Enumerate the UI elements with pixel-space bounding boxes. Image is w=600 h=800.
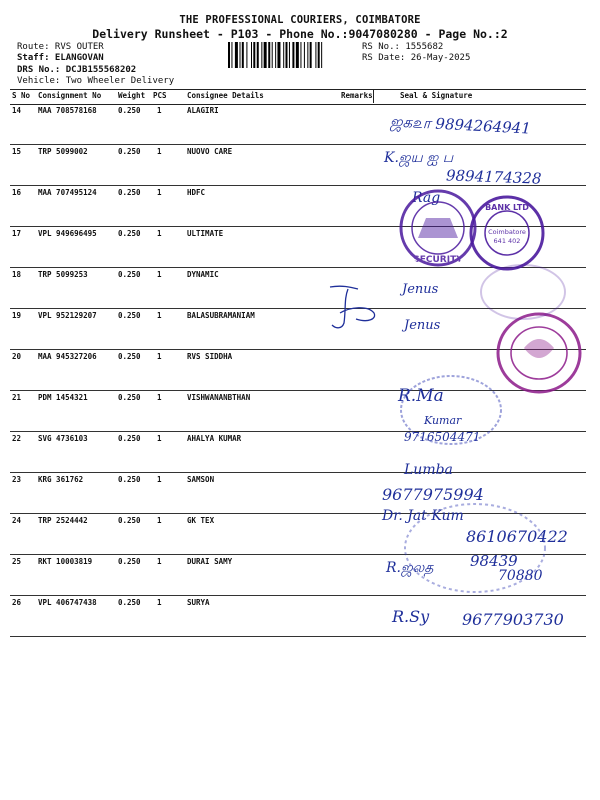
col-consignee: Consignee Details [187,91,264,100]
row-sno: 17 [12,229,22,238]
signature-row26-name: R.Sy [392,607,430,626]
row-consignee: GK TEX [187,516,215,525]
barcode-bar [242,42,244,68]
col-seal-signature: Seal & Signature [400,91,473,100]
barcode-bar [264,42,267,68]
faint-stamp-row24 [400,498,550,598]
row-weight: 0.250 [118,311,141,320]
barcode [228,42,354,68]
phone-row26: 9677903730 [462,610,564,629]
row-pcs: 1 [157,516,162,525]
row-consignment-no: PDM 1454321 [38,393,88,402]
row-pcs: 1 [157,393,162,402]
signature-row22-name: Kumar [424,414,462,427]
row-consignment-no: TRP 5099002 [38,147,88,156]
row-weight: 0.250 [118,352,141,361]
stamp-security-text: SECURITY [413,255,463,265]
row-consignment-no: MAA 708578168 [38,106,97,115]
barcode-bar [235,42,238,68]
signature-row15-name: K.ஜய ஐ ப [384,150,454,166]
company-title: THE PROFESSIONAL COURIERS, COIMBATORE [179,14,421,26]
row-pcs: 1 [157,311,162,320]
row-consignee: SURYA [187,598,210,607]
phone-row15: 9894174328 [445,166,542,188]
row-consignment-no: KRG 361762 [38,475,84,484]
row-consignment-no: VPL 952129207 [38,311,97,320]
row-pcs: 1 [157,598,162,607]
faded-stamp [478,262,568,322]
row-pcs: 1 [157,188,162,197]
phone-row25b: 70880 [498,568,543,584]
row-consignment-no: TRP 5099253 [38,270,88,279]
barcode-bar [272,42,273,68]
bank-stamp-text: BANK LTD [485,203,529,212]
row-consignment-no: MAA 945327206 [38,352,97,361]
scribble: ஜக௨ா [389,112,436,133]
bank-stamp-pin: 641 402 [493,237,521,245]
barcode-bar [246,42,247,68]
row-consignment-no: VPL 949696495 [38,229,97,238]
row-sno: 19 [12,311,22,320]
row-consignment-no: SVG 4736103 [38,434,88,443]
row-sno: 24 [12,516,22,525]
row-sno: 23 [12,475,22,484]
row-weight: 0.250 [118,270,141,279]
signature-row21: R.Ma [398,386,444,406]
barcode-bar [318,42,320,68]
row-sno: 14 [12,106,22,115]
college-stamp [494,310,584,396]
signature-row24-name: Dr. Jat Kum [382,508,464,524]
row-consignee: ULTIMATE [187,229,224,238]
faint-stamp-row21 [396,370,506,450]
col-pcs: PCS [153,91,167,100]
rs-number: RS No.: 1555682 [362,42,444,52]
barcode-bar [268,42,270,68]
row-sno: 21 [12,393,22,402]
row-weight: 0.250 [118,188,141,197]
security-stamp [398,188,478,268]
row-pcs: 1 [157,147,162,156]
phone-row22: 9716504471 [404,430,481,444]
col-consignment: Consignment No [38,91,102,100]
row-pcs: 1 [157,352,162,361]
drs-number: DRS No.: DCJB155568202 [17,65,137,75]
row-consignment-no: MAA 707495124 [38,188,97,197]
barcode-bar [304,42,305,68]
row-pcs: 1 [157,106,162,115]
signature-row16: Rag [412,190,441,206]
signature-row18: Jenus [402,282,439,297]
barcode-bar [275,42,276,68]
row-pcs: 1 [157,557,162,566]
col-remarks: Remarks [341,91,373,100]
row-weight: 0.250 [118,475,141,484]
barcode-bar [240,42,241,68]
signature-row19: Jenus [404,318,441,333]
row-consignment-no: VPL 406747438 [38,598,97,607]
row-weight: 0.250 [118,598,141,607]
row-pcs: 1 [157,270,162,279]
barcode-bar [307,42,308,68]
row-consignee: DURAI SAMY [187,557,233,566]
rs-date: RS Date: 26-May-2025 [362,53,471,63]
runsheet-title: Delivery Runsheet - P103 - Phone No.:9047080280 - Page No.:2 [92,27,508,41]
bank-stamp [468,194,546,272]
header-divider [373,89,374,103]
barcode-bar [310,42,312,68]
row-pcs: 1 [157,229,162,238]
row-consignee: RVS SIDDHA [187,352,233,361]
row-consignment-no: TRP 2524442 [38,516,88,525]
barcode-bar [289,42,290,68]
row-weight: 0.250 [118,434,141,443]
row-sno: 16 [12,188,22,197]
barcode-bar [283,42,284,68]
phone-row23: 9677975994 [382,485,484,504]
barcode-bar [261,42,262,68]
bank-stamp-place: Coimbatore [488,228,526,236]
barcode-bar [277,42,280,68]
vehicle-label: Vehicle: Two Wheeler Delivery [17,76,175,86]
row-sno: 22 [12,434,22,443]
row-consignee: VISHWANANBTHAN [187,393,251,402]
row-consignee: HDFC [187,188,206,197]
phone-row25a: 98439 [470,552,518,570]
scribble-row19 [322,283,382,335]
barcode-bar [321,42,322,68]
row-sno: 20 [12,352,22,361]
phone-row14: 9894264941 [434,114,532,138]
row-sno: 18 [12,270,22,279]
staff-label: Staff: ELANGOVAN [17,53,104,63]
row-consignment-no: RKT 10003819 [38,557,93,566]
row-weight: 0.250 [118,557,141,566]
row-consignee: NUOVO CARE [187,147,233,156]
barcode-bar [286,42,288,68]
row-weight: 0.250 [118,106,141,115]
row-weight: 0.250 [118,516,141,525]
row-weight: 0.250 [118,229,141,238]
barcode-bar [292,42,294,68]
barcode-bar [253,42,255,68]
row-pcs: 1 [157,475,162,484]
row-consignee: AHALYA KUMAR [187,434,242,443]
row-consignee: SAMSON [187,475,215,484]
row-sno: 25 [12,557,22,566]
row-sno: 26 [12,598,22,607]
barcode-bar [315,42,316,68]
barcode-bar [300,42,301,68]
barcode-bar [231,42,232,68]
row-weight: 0.250 [118,393,141,402]
row-consignee: DYNAMIC [187,270,219,279]
row-consignee: ALAGIRI [187,106,219,115]
signature-row25-name: R.ஜலத [386,560,434,576]
col-weight: Weight [118,91,146,100]
row-pcs: 1 [157,434,162,443]
phone-row24: 8610670422 [466,527,568,546]
col-sno: S No [12,91,31,100]
route-label: Route: RVS OUTER [17,42,104,52]
barcode-bar [228,42,230,68]
barcode-bar [296,42,299,68]
row-weight: 0.250 [118,147,141,156]
row-sno: 15 [12,147,22,156]
row-consignee: BALASUBRAMANIAM [187,311,255,320]
barcode-bar [251,42,252,68]
barcode-bar [257,42,259,68]
signature-row23-name: Lumba [404,462,453,478]
